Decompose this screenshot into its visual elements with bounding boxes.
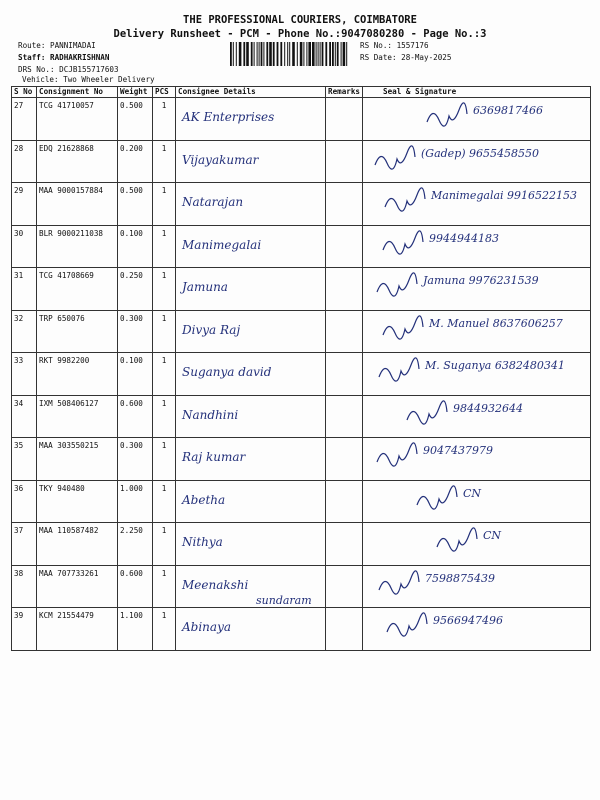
table-row (12, 565, 591, 608)
weight-value: 0.250 (118, 268, 153, 311)
consignee-name: Meenakshi (182, 577, 249, 592)
signature-text: 9944944183 (429, 231, 499, 245)
consignee-cell (176, 565, 326, 608)
pcs-value: 1 (153, 353, 176, 396)
remarks-cell (326, 98, 363, 141)
remarks-cell (326, 523, 363, 566)
table-row (12, 183, 591, 226)
weight-value: 0.600 (118, 565, 153, 608)
pcs-value: 1 (153, 140, 176, 183)
weight-value: 0.100 (118, 225, 153, 268)
remarks-cell (326, 395, 363, 438)
signature-cell (363, 98, 591, 141)
consignment-number: TCG 41708669 (37, 268, 118, 311)
serial-number: 34 (12, 395, 37, 438)
staff-label: Staff: RADHAKRISHNAN (18, 53, 110, 62)
signature-cell (363, 438, 591, 481)
consignee-name: Natarajan (182, 195, 244, 209)
weight-value: 0.100 (118, 353, 153, 396)
signature-text: (Gadep) 9655458550 (421, 146, 540, 160)
consignee-name: Divya Raj (182, 322, 241, 337)
remarks-cell (326, 353, 363, 396)
consignee-cell (176, 480, 326, 523)
table-row (12, 438, 591, 481)
consignment-number: MAA 9000157884 (37, 183, 118, 226)
consignee-name: AK Enterprises (182, 110, 275, 124)
table-row (12, 140, 591, 183)
consignment-number: MAA 707733261 (37, 565, 118, 608)
table-row (12, 523, 591, 566)
signature-text: 7598875439 (425, 571, 495, 585)
runsheet-table (11, 86, 591, 651)
consignment-number: MAA 110587482 (37, 523, 118, 566)
col-signature: Seal & Signature (363, 87, 591, 98)
table-row (12, 225, 591, 268)
serial-number: 39 (12, 608, 37, 651)
pcs-value: 1 (153, 565, 176, 608)
consignee-name: Suganya david (182, 365, 272, 379)
consignee-name: Abetha (182, 492, 226, 507)
consignment-number: MAA 303550215 (37, 438, 118, 481)
pcs-value: 1 (153, 523, 176, 566)
pcs-value: 1 (153, 480, 176, 523)
table-row (12, 608, 591, 651)
pcs-value: 1 (153, 608, 176, 651)
col-weight: Weight (118, 87, 153, 98)
consignee-cell (176, 310, 326, 353)
serial-number: 27 (12, 98, 37, 141)
signature-text: 9047437979 (423, 444, 493, 457)
signature-cell (363, 480, 591, 523)
col-consignment: Consignment No (37, 87, 118, 98)
signature-scribble-icon (363, 523, 587, 559)
consignee-cell (176, 225, 326, 268)
signature-cell (363, 395, 591, 438)
weight-value: 0.200 (118, 140, 153, 183)
weight-value: 0.600 (118, 395, 153, 438)
consignment-number: IXM 508406127 (37, 395, 118, 438)
signature-text: 9844932644 (453, 401, 523, 415)
consignee-name: Raj kumar (182, 450, 246, 464)
signature-text: Manimegalai 9916522153 (431, 189, 578, 202)
signature-cell (363, 225, 591, 268)
consignee-name: Jamuna (182, 280, 228, 294)
consignee-cell (176, 98, 326, 141)
signature-cell (363, 183, 591, 226)
consignee-cell (176, 438, 326, 481)
remarks-cell (326, 480, 363, 523)
signature-cell (363, 353, 591, 396)
consignment-number: KCM 21554479 (37, 608, 118, 651)
serial-number: 37 (12, 523, 37, 566)
consignee-name: Vijayakumar (182, 152, 259, 167)
remarks-cell (326, 183, 363, 226)
consignee-cell (176, 353, 326, 396)
pcs-value: 1 (153, 395, 176, 438)
serial-number: 35 (12, 438, 37, 481)
signature-cell (363, 608, 591, 651)
serial-number: 36 (12, 480, 37, 523)
consignee-cell (176, 140, 326, 183)
remarks-cell (326, 565, 363, 608)
signature-text: Jamuna 9976231539 (423, 274, 539, 287)
signature-text: 6369817466 (473, 104, 543, 117)
table-row (12, 480, 591, 523)
consignee-cell (176, 523, 326, 566)
col-consignee: Consignee Details (176, 87, 326, 98)
col-pcs: PCS (153, 87, 176, 98)
consignee-cell (176, 608, 326, 651)
weight-value: 0.300 (118, 310, 153, 353)
serial-number: 29 (12, 183, 37, 226)
weight-value: 0.500 (118, 98, 153, 141)
signature-cell (363, 565, 591, 608)
signature-text: 9566947496 (433, 614, 503, 627)
consignee-name: Nithya (182, 535, 223, 549)
route-label: Route: PANNIMADAI (18, 41, 96, 50)
consignee-name: Manimegalai (182, 237, 262, 252)
consignee-cell (176, 183, 326, 226)
remarks-cell (326, 438, 363, 481)
consignment-number: TCG 41710057 (37, 98, 118, 141)
pcs-value: 1 (153, 268, 176, 311)
consignment-number: TRP 650076 (37, 310, 118, 353)
consignee-name-line2: sundaram (256, 593, 312, 607)
weight-value: 1.100 (118, 608, 153, 651)
consignment-number: RKT 9982200 (37, 353, 118, 396)
table-header-row (12, 87, 591, 98)
signature-cell (363, 310, 591, 353)
consignment-number: TKY 940480 (37, 480, 118, 523)
signature-cell (363, 523, 591, 566)
col-remarks: Remarks (326, 87, 363, 98)
pcs-value: 1 (153, 310, 176, 353)
weight-value: 1.000 (118, 480, 153, 523)
barcode-icon (230, 42, 350, 66)
table-row (12, 395, 591, 438)
rs-date: RS Date: 28-May-2025 (360, 53, 452, 62)
pcs-value: 1 (153, 438, 176, 481)
signature-text: M. Manuel 8637606257 (429, 316, 563, 330)
table-row (12, 310, 591, 353)
runsheet-subtitle: Delivery Runsheet - PCM - Phone No.:9047080280 - Page No.:3 (113, 28, 487, 40)
weight-value: 0.300 (118, 438, 153, 481)
consignee-cell (176, 395, 326, 438)
signature-text: CN (463, 486, 482, 500)
signature-text: CN (483, 529, 502, 542)
signature-text: M. Suganya 6382480341 (425, 359, 565, 372)
consignment-number: BLR 9000211038 (37, 225, 118, 268)
consignment-number: EDQ 21628868 (37, 140, 118, 183)
remarks-cell (326, 310, 363, 353)
serial-number: 30 (12, 225, 37, 268)
rs-number: RS No.: 1557176 (360, 41, 429, 50)
serial-number: 33 (12, 353, 37, 396)
remarks-cell (326, 140, 363, 183)
remarks-cell (326, 608, 363, 651)
table-row (12, 353, 591, 396)
consignee-name: Abinaya (182, 620, 232, 634)
weight-value: 2.250 (118, 523, 153, 566)
serial-number: 28 (12, 140, 37, 183)
consignee-cell (176, 268, 326, 311)
remarks-cell (326, 225, 363, 268)
vehicle-label: Vehicle: Two Wheeler Delivery (22, 75, 155, 84)
remarks-cell (326, 268, 363, 311)
drs-number: DRS No.: DCJB155717603 (18, 65, 119, 74)
weight-value: 0.500 (118, 183, 153, 226)
serial-number: 38 (12, 565, 37, 608)
col-sno: S No (12, 87, 37, 98)
serial-number: 32 (12, 310, 37, 353)
pcs-value: 1 (153, 183, 176, 226)
table-row (12, 268, 591, 311)
table-row (12, 98, 591, 141)
pcs-value: 1 (153, 98, 176, 141)
serial-number: 31 (12, 268, 37, 311)
consignee-name: Nandhini (182, 407, 239, 422)
signature-cell (363, 268, 591, 311)
company-title: THE PROFESSIONAL COURIERS, COIMBATORE (183, 14, 417, 26)
signature-cell (363, 140, 591, 183)
pcs-value: 1 (153, 225, 176, 268)
